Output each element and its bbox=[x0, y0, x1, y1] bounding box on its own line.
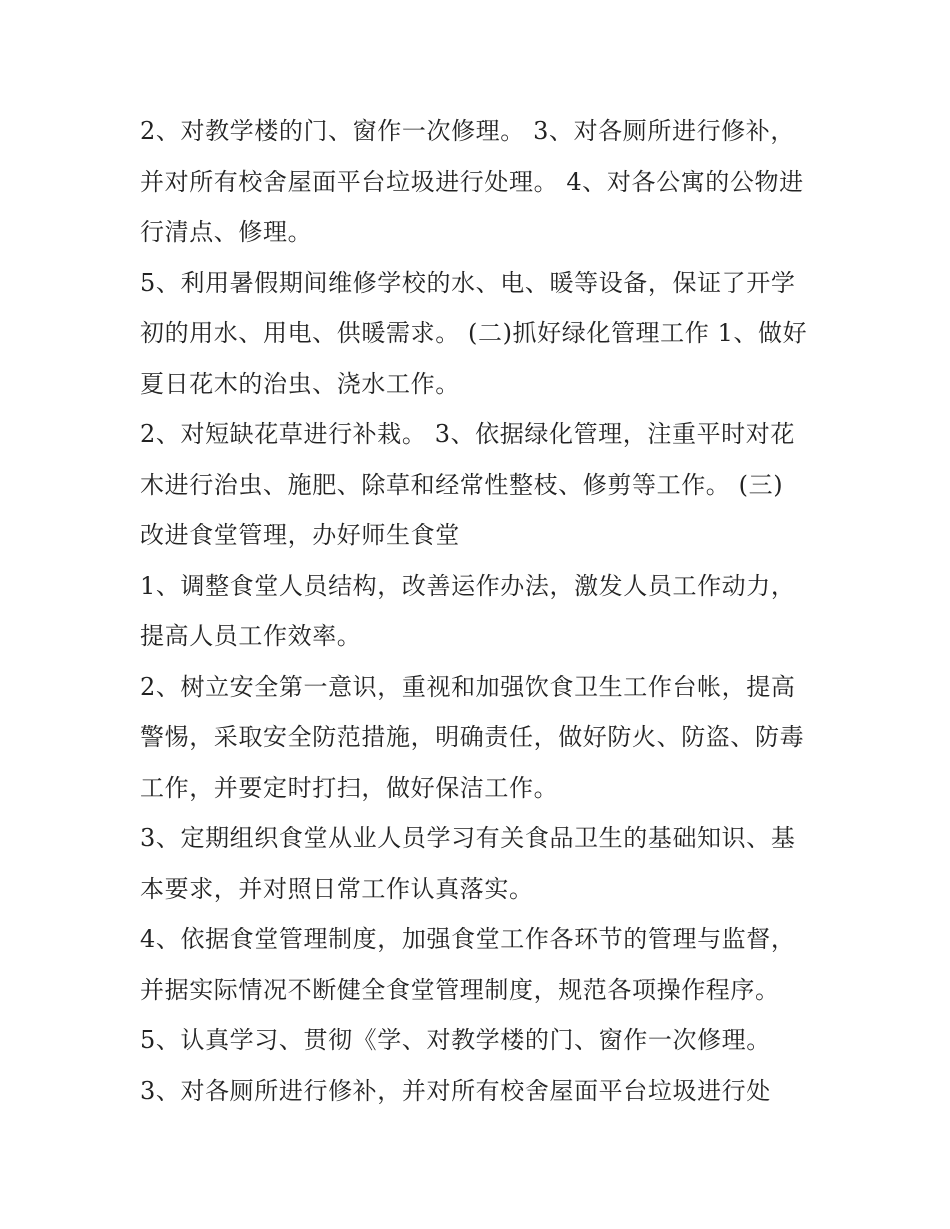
paragraph-9 bbox=[140, 1066, 820, 1117]
paragraph-4 bbox=[140, 561, 820, 662]
text-line: 提高人员工作效率。 bbox=[140, 622, 362, 650]
text-line: 初的用水、用电、供暖需求。 (二)抓好绿化管理工作 1、做好 bbox=[140, 319, 808, 347]
text-line: 2、对教学楼的门、窗作一次修理。 3、对各厕所进行修补， bbox=[140, 117, 795, 145]
text-line: 并对所有校舍屋面平台垃圾进行处理。 4、对各公寓的公物进 bbox=[140, 167, 804, 196]
text-line: 工作，并要定时打扫，做好保洁工作。 bbox=[140, 773, 559, 802]
text-line: 警惕，采取安全防范措施，明确责任，做好防火、防盗、防毒 bbox=[140, 723, 805, 751]
paragraph-3 bbox=[140, 409, 820, 561]
text-line: 2、树立安全第一意识，重视和加强饮食卫生工作台帐，提高 bbox=[140, 672, 796, 701]
text-line: 木进行治虫、施肥、除草和经常性整枝、修剪等工作。 (三) bbox=[140, 470, 784, 499]
text-line: 4、依据食堂管理制度，加强食堂工作各环节的管理与监督， bbox=[140, 925, 796, 953]
text-line: 夏日花木的治虫、浇水工作。 bbox=[140, 369, 460, 398]
text-line: 2、对短缺花草进行补栽。 3、依据绿化管理，注重平时对花 bbox=[140, 420, 795, 448]
paragraph-1 bbox=[140, 106, 820, 258]
text-line: 5、利用暑假期间维修学校的水、电、暖等设备，保证了开学 bbox=[140, 268, 796, 297]
paragraph-7 bbox=[140, 914, 820, 1015]
text-line: 1、调整食堂人员结构，改善运作办法，激发人员工作动力， bbox=[140, 571, 796, 600]
document-body bbox=[140, 106, 820, 1116]
text-line: 改进食堂管理，办好师生食堂 bbox=[140, 521, 460, 549]
paragraph-8 bbox=[140, 1015, 820, 1066]
text-line: 5、认真学习、贯彻《学、对教学楼的门、窗作一次修理。 bbox=[140, 1026, 771, 1054]
text-line: 本要求，并对照日常工作认真落实。 bbox=[140, 874, 534, 903]
text-line: 行清点、修理。 bbox=[140, 218, 313, 246]
text-line: 3、定期组织食堂从业人员学习有关食品卫生的基础知识、基 bbox=[140, 824, 796, 852]
paragraph-2 bbox=[140, 258, 820, 410]
text-line: 3、对各厕所进行修补，并对所有校舍屋面平台垃圾进行处 bbox=[140, 1076, 771, 1105]
paragraph-6 bbox=[140, 813, 820, 914]
text-line: 并据实际情况不断健全食堂管理制度，规范各项操作程序。 bbox=[140, 975, 780, 1004]
paragraph-5 bbox=[140, 662, 820, 814]
